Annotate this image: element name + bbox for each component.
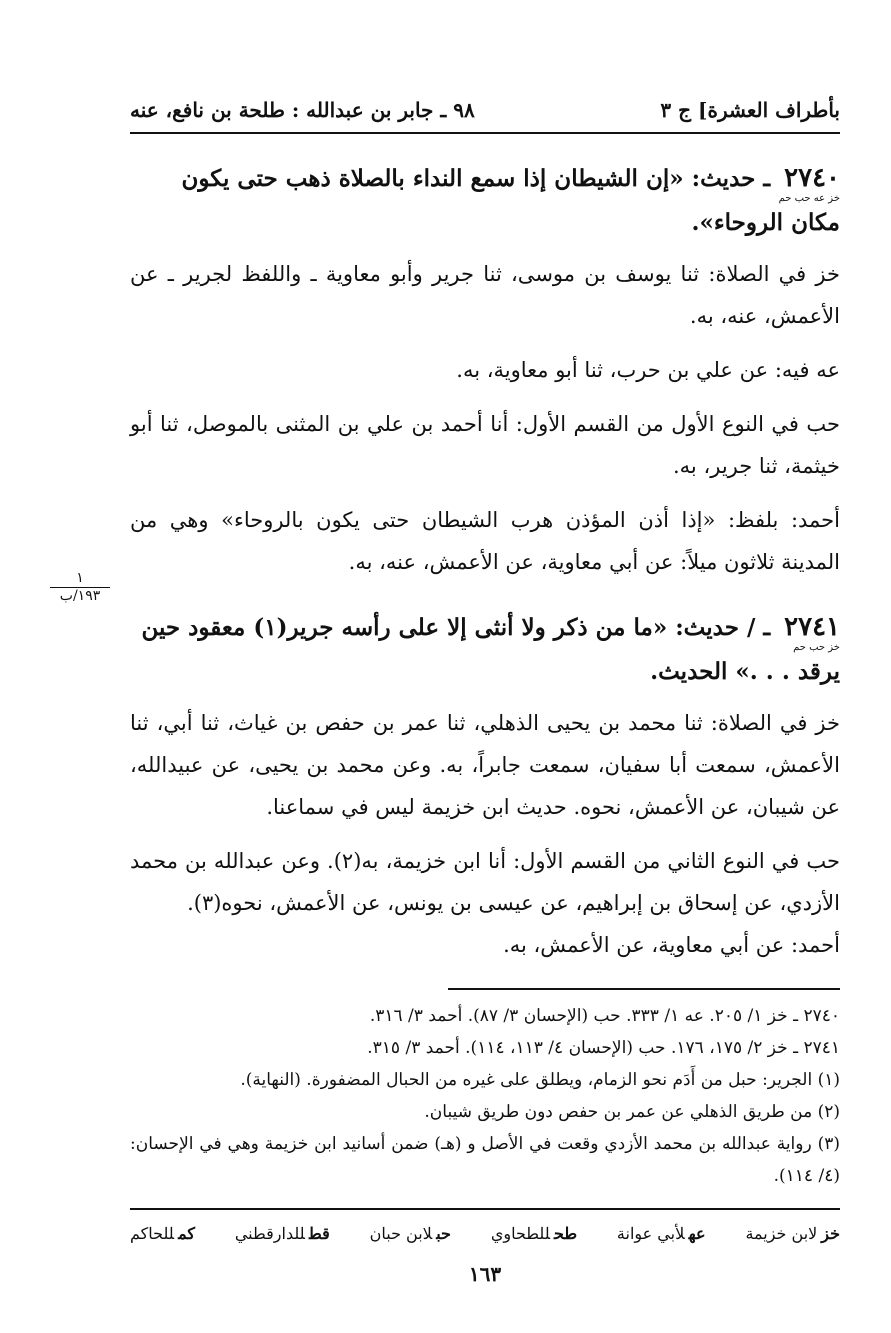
page [130, 90, 840, 1300]
footnotes [130, 1000, 840, 1192]
abbreviation-item: كمللحاكم [130, 1224, 195, 1243]
hadith-2741-title-end: يرقد . . .» الحديث. [650, 658, 840, 685]
hadith-2740-para-1: خز في الصلاة: ثنا يوسف بن موسى، ثنا جرير وأبو معاوية ـ واللفظ لجرير ـ عن الأعمش، عنه، به. [130, 262, 840, 328]
abbreviation-item: عهلأبي عوانة [616, 1224, 706, 1243]
abbreviations-key [130, 1224, 840, 1243]
page-number: ١٦٣ [468, 1262, 502, 1286]
margin-note-bottom: ١٩٣/ب [59, 588, 101, 604]
footnote-rule [448, 988, 840, 990]
margin-note-top: ١ [50, 570, 110, 588]
abbreviation-item: خزلابن خزيمة [745, 1224, 840, 1243]
hadith-2740-para-4: أحمد: بلفظ: «إذا أذن المؤذن هرب الشيطان حتى يكون بالروحاء» وهي من المدينة ثلاثون ميلاً: عن أبي معاوية، عن الأعمش، عنه، به. [130, 508, 840, 574]
abbreviation-item: حبلابن حبان [369, 1224, 451, 1243]
footnote-line: (٣) رواية عبدالله بن محمد الأزدي وقعت في الأصل و (هـ) ضمن أسانيد ابن خزيمة وهي في الإحسان: (٤/ ١١٤). [130, 1134, 840, 1186]
hadith-2740-title-end: مكان الروحاء». [691, 209, 840, 236]
hadith-2740-para-2: عه فيه: عن علي بن حرب، ثنا أبو معاوية، به. [456, 358, 840, 382]
hadith-2741-para-2: حب في النوع الثاني من القسم الأول: أنا ابن خزيمة، به(٢). وعن عبدالله بن محمد الأزدي، عن إسحاق بن إبراهيم، عن عيسى بن يونس، عن الأعمش، نحوه(٣). [130, 849, 840, 915]
hadith-text: ـ / حديث: «ما من ذكر ولا أنثى إلا على رأسه جرير(١) معقود حين [141, 614, 771, 641]
hadith-2740-para-3: حب في النوع الأول من القسم الأول: أنا أحمد بن علي بن المثنى بالموصل، ثنا أبو خيثمة، ثنا جرير، به. [130, 412, 840, 478]
header-rule [130, 132, 840, 134]
running-header [130, 90, 840, 130]
footnote-line: (٢) من طريق الذهلي عن عمر بن حفص دون طريق شيبان. [424, 1102, 840, 1122]
abbreviations-rule [130, 1208, 840, 1210]
footnote-line: (١) الجرير: حبل من أَدَم نحو الزمام، ويطلق على غيره من الحبال المضفورة. (النهاية). [240, 1070, 840, 1090]
abbreviation-item: طحللطحاوي [490, 1224, 578, 1243]
hadith-2740-title [130, 160, 840, 197]
footnote-line: ٢٧٤٠ ـ خز ١/ ٢٠٥. عه ١/ ٣٣٣. حب (الإحسان ٣/ ٨٧). أحمد ٣/ ٣١٦. [369, 1006, 840, 1026]
hadith-2740-sigla: خز عه حب حم [778, 193, 840, 204]
hadith-2741-para-3: أحمد: عن أبي معاوية، عن الأعمش، به. [503, 933, 840, 957]
header-title-left: ٩٨ ـ جابر بن عبدالله : طلحة بن نافع، عنه [130, 98, 475, 122]
hadith-2741-title [130, 609, 840, 646]
hadith-2741-para-1: خز في الصلاة: ثنا محمد بن يحيى الذهلي، ثنا عمر بن حفص بن غياث، ثنا أبي، ثنا الأعمش، سمعت أبا سفيان، سمعت جابراً، به. وعن محمد بن يحيى، عن عبيدالله، عن شيبان، عن الأعمش، نحوه. حديث ابن خزيمة ليس في سماعنا. [130, 711, 840, 819]
header-title-right: بأطراف العشرة] ج ٣ [660, 98, 840, 122]
hadith-number: ٢٧٤١ [784, 612, 840, 642]
footnote-line: ٢٧٤١ ـ خز ٢/ ١٧٥، ١٧٦. حب (الإحسان ٤/ ١١٣، ١١٤). أحمد ٣/ ٣١٥. [367, 1038, 840, 1058]
margin-folio-note [50, 570, 110, 604]
hadith-2741-sigla: خز حب حم [793, 642, 840, 653]
abbreviation-item: قطللدارقطني [234, 1224, 330, 1243]
hadith-number: ٢٧٤٠ [784, 163, 840, 193]
hadith-text: ـ حديث: «إن الشيطان إذا سمع النداء بالصلاة ذهب حتى يكون [181, 165, 771, 192]
